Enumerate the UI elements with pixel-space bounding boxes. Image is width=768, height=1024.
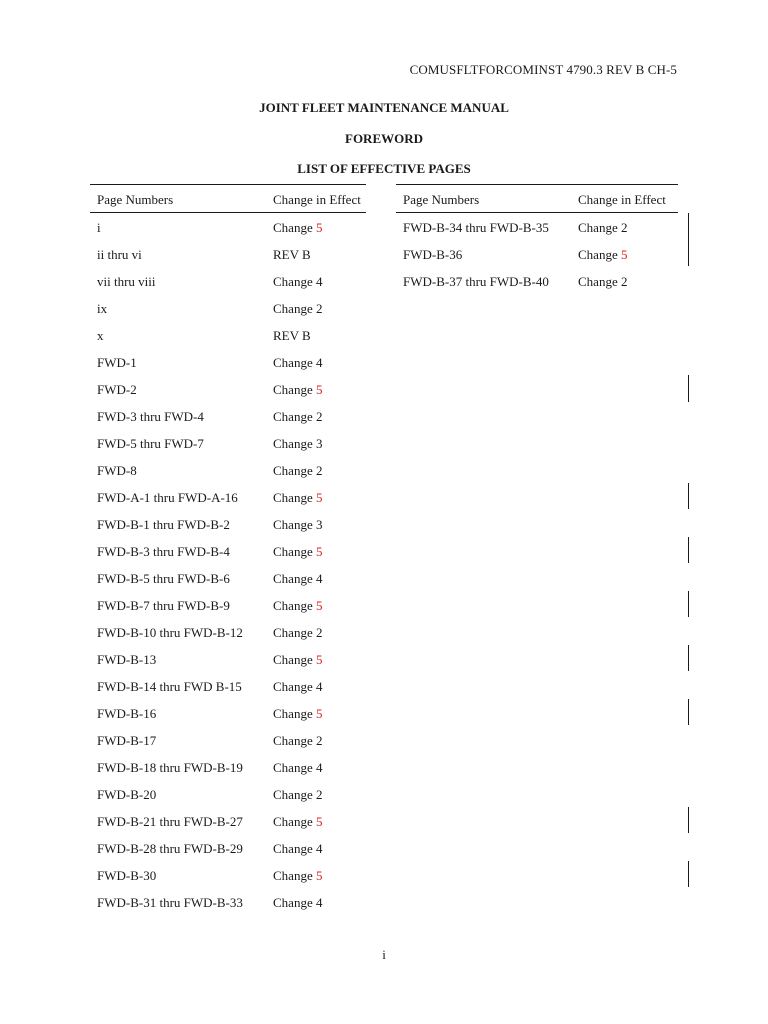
table-row — [90, 294, 366, 321]
table-row — [90, 321, 366, 348]
page-range-cell: FWD-B-37 thru FWD-B-40 — [403, 274, 549, 289]
table-row — [396, 213, 678, 240]
table-row — [90, 645, 366, 672]
page-range-cell: FWD-B-1 thru FWD-B-2 — [97, 517, 230, 532]
page-range-cell: ix — [97, 301, 108, 316]
table-row — [90, 348, 366, 375]
table-row — [396, 240, 678, 267]
page-range-cell: FWD-B-17 — [97, 733, 157, 748]
change-label: Change 4 — [273, 895, 323, 910]
change-bar — [688, 861, 689, 887]
page-range-cell: FWD-5 thru FWD-7 — [97, 436, 204, 451]
change-number-highlight: 5 — [315, 220, 323, 235]
table-row — [90, 591, 366, 618]
page-range-cell: FWD-B-10 thru FWD-B-12 — [97, 625, 243, 640]
change-label: Change 4 — [273, 679, 323, 694]
table-body — [396, 213, 678, 294]
page-range-cell: FWD-B-18 thru FWD-B-19 — [97, 760, 243, 775]
change-label: Change 2 — [273, 409, 323, 424]
table-row — [90, 537, 366, 564]
table-row — [90, 807, 366, 834]
change-label: Change — [273, 544, 316, 559]
page-range-cell: FWD-8 — [97, 463, 137, 478]
change-cell — [273, 841, 322, 857]
change-cell — [273, 652, 322, 668]
change-label: REV B — [273, 247, 311, 262]
change-label: Change 2 — [273, 625, 323, 640]
page-range-cell: FWD-B-30 — [97, 868, 157, 883]
change-bar — [688, 375, 689, 402]
table-row — [90, 429, 366, 456]
change-cell — [273, 895, 322, 911]
table-body — [90, 213, 366, 915]
change-number-highlight: 5 — [315, 490, 323, 505]
column-header-change-in-effect: Change in Effect — [578, 192, 666, 207]
document-id: COMUSFLTFORCOMINST 4790.3 REV B CH-5 — [409, 62, 677, 77]
page-range-cell: FWD-B-5 thru FWD-B-6 — [97, 571, 230, 586]
page-range-cell: FWD-1 — [97, 355, 137, 370]
change-cell — [273, 814, 322, 830]
page-range-cell: FWD-3 thru FWD-4 — [97, 409, 204, 424]
table-row — [90, 834, 366, 861]
change-bar — [688, 537, 689, 563]
change-cell — [273, 760, 322, 776]
change-bar — [688, 591, 689, 617]
section-title: FOREWORD — [345, 131, 423, 146]
page-range-cell: FWD-2 — [97, 382, 137, 397]
table-header — [90, 185, 366, 213]
page-range-cell: FWD-B-3 thru FWD-B-4 — [97, 544, 230, 559]
table-row — [90, 402, 366, 429]
change-cell — [273, 247, 311, 263]
change-cell — [273, 463, 322, 479]
change-cell — [273, 220, 322, 236]
change-label: Change 2 — [578, 220, 628, 235]
change-bar — [688, 807, 689, 833]
table-row — [90, 564, 366, 591]
page-range-cell: FWD-B-28 thru FWD-B-29 — [97, 841, 243, 856]
change-number-highlight: 5 — [315, 814, 323, 829]
table-row — [90, 753, 366, 780]
table-row — [90, 483, 366, 510]
table-row — [90, 699, 366, 726]
change-number-highlight: 5 — [315, 598, 323, 613]
change-cell — [273, 598, 322, 614]
change-cell — [273, 679, 322, 695]
change-label: Change — [273, 706, 316, 721]
change-label: Change 3 — [273, 436, 323, 451]
change-label: Change 4 — [273, 760, 323, 775]
change-cell — [578, 274, 627, 290]
change-bar — [688, 645, 689, 671]
change-number-highlight: 5 — [315, 652, 323, 667]
change-label: Change 2 — [578, 274, 628, 289]
change-label: Change — [273, 814, 316, 829]
change-label: Change 4 — [273, 355, 323, 370]
table-row — [90, 780, 366, 807]
table-row — [90, 726, 366, 753]
table-row — [90, 861, 366, 888]
table-header — [396, 185, 678, 213]
page-range-cell: x — [97, 328, 104, 343]
change-cell — [273, 517, 322, 533]
column-header-change-in-effect: Change in Effect — [273, 192, 361, 207]
change-label: Change 2 — [273, 301, 323, 316]
page-range-cell: FWD-B-20 — [97, 787, 157, 802]
page-range-cell: FWD-A-1 thru FWD-A-16 — [97, 490, 238, 505]
list-title: LIST OF EFFECTIVE PAGES — [297, 161, 471, 176]
change-label: Change — [273, 382, 316, 397]
change-cell — [578, 247, 627, 263]
change-number-highlight: 5 — [315, 544, 323, 559]
change-cell — [273, 409, 322, 425]
change-cell — [273, 706, 322, 722]
change-number-highlight: 5 — [315, 868, 323, 883]
change-label: Change 4 — [273, 274, 323, 289]
change-cell — [273, 625, 322, 641]
change-label: Change — [273, 220, 316, 235]
change-cell — [273, 733, 322, 749]
change-cell — [273, 544, 322, 560]
table-row — [90, 240, 366, 267]
page-range-cell: FWD-B-7 thru FWD-B-9 — [97, 598, 230, 613]
page-range-cell: FWD-B-14 thru FWD B-15 — [97, 679, 242, 694]
page-range-cell: FWD-B-36 — [403, 247, 463, 262]
change-cell — [273, 571, 322, 587]
table-row — [90, 510, 366, 537]
change-label: Change — [578, 247, 621, 262]
page-range-cell: FWD-B-34 thru FWD-B-35 — [403, 220, 549, 235]
change-label: Change — [273, 490, 316, 505]
change-label: Change 2 — [273, 733, 323, 748]
change-label: Change — [273, 652, 316, 667]
change-label: Change 4 — [273, 571, 323, 586]
page-range-cell: FWD-B-21 thru FWD-B-27 — [97, 814, 243, 829]
change-cell — [273, 301, 322, 317]
change-number-highlight: 5 — [315, 706, 323, 721]
change-cell — [273, 490, 322, 506]
change-cell — [273, 868, 322, 884]
column-header-page-numbers: Page Numbers — [97, 192, 174, 207]
table-row — [90, 672, 366, 699]
change-cell — [273, 382, 322, 398]
table-row — [396, 267, 678, 294]
effective-pages-table-left — [90, 184, 366, 915]
change-number-highlight: 5 — [620, 247, 628, 262]
page-number: i — [382, 947, 386, 962]
change-label: Change — [273, 868, 316, 883]
manual-title: JOINT FLEET MAINTENANCE MANUAL — [259, 100, 509, 115]
page-range-cell: vii thru viii — [97, 274, 156, 289]
change-label: REV B — [273, 328, 311, 343]
change-cell — [273, 436, 322, 452]
change-number-highlight: 5 — [315, 382, 323, 397]
table-row — [90, 267, 366, 294]
change-label: Change 2 — [273, 787, 323, 802]
table-row — [90, 456, 366, 483]
change-label: Change 2 — [273, 463, 323, 478]
page-range-cell: i — [97, 220, 101, 235]
change-cell — [273, 328, 311, 344]
change-label: Change — [273, 598, 316, 613]
change-cell — [578, 220, 627, 236]
change-bar — [688, 699, 689, 725]
change-cell — [273, 787, 322, 803]
change-bar — [688, 213, 689, 266]
column-header-page-numbers: Page Numbers — [403, 192, 480, 207]
change-bar — [688, 483, 689, 509]
change-label: Change 3 — [273, 517, 323, 532]
page-range-cell: FWD-B-31 thru FWD-B-33 — [97, 895, 243, 910]
table-row — [90, 618, 366, 645]
page-range-cell: ii thru vi — [97, 247, 142, 262]
table-row — [90, 213, 366, 240]
change-cell — [273, 355, 322, 371]
effective-pages-table-right — [396, 184, 678, 294]
change-label: Change 4 — [273, 841, 323, 856]
table-row — [90, 888, 366, 915]
page-range-cell: FWD-B-16 — [97, 706, 157, 721]
page-range-cell: FWD-B-13 — [97, 652, 157, 667]
table-row — [90, 375, 366, 402]
change-cell — [273, 274, 322, 290]
